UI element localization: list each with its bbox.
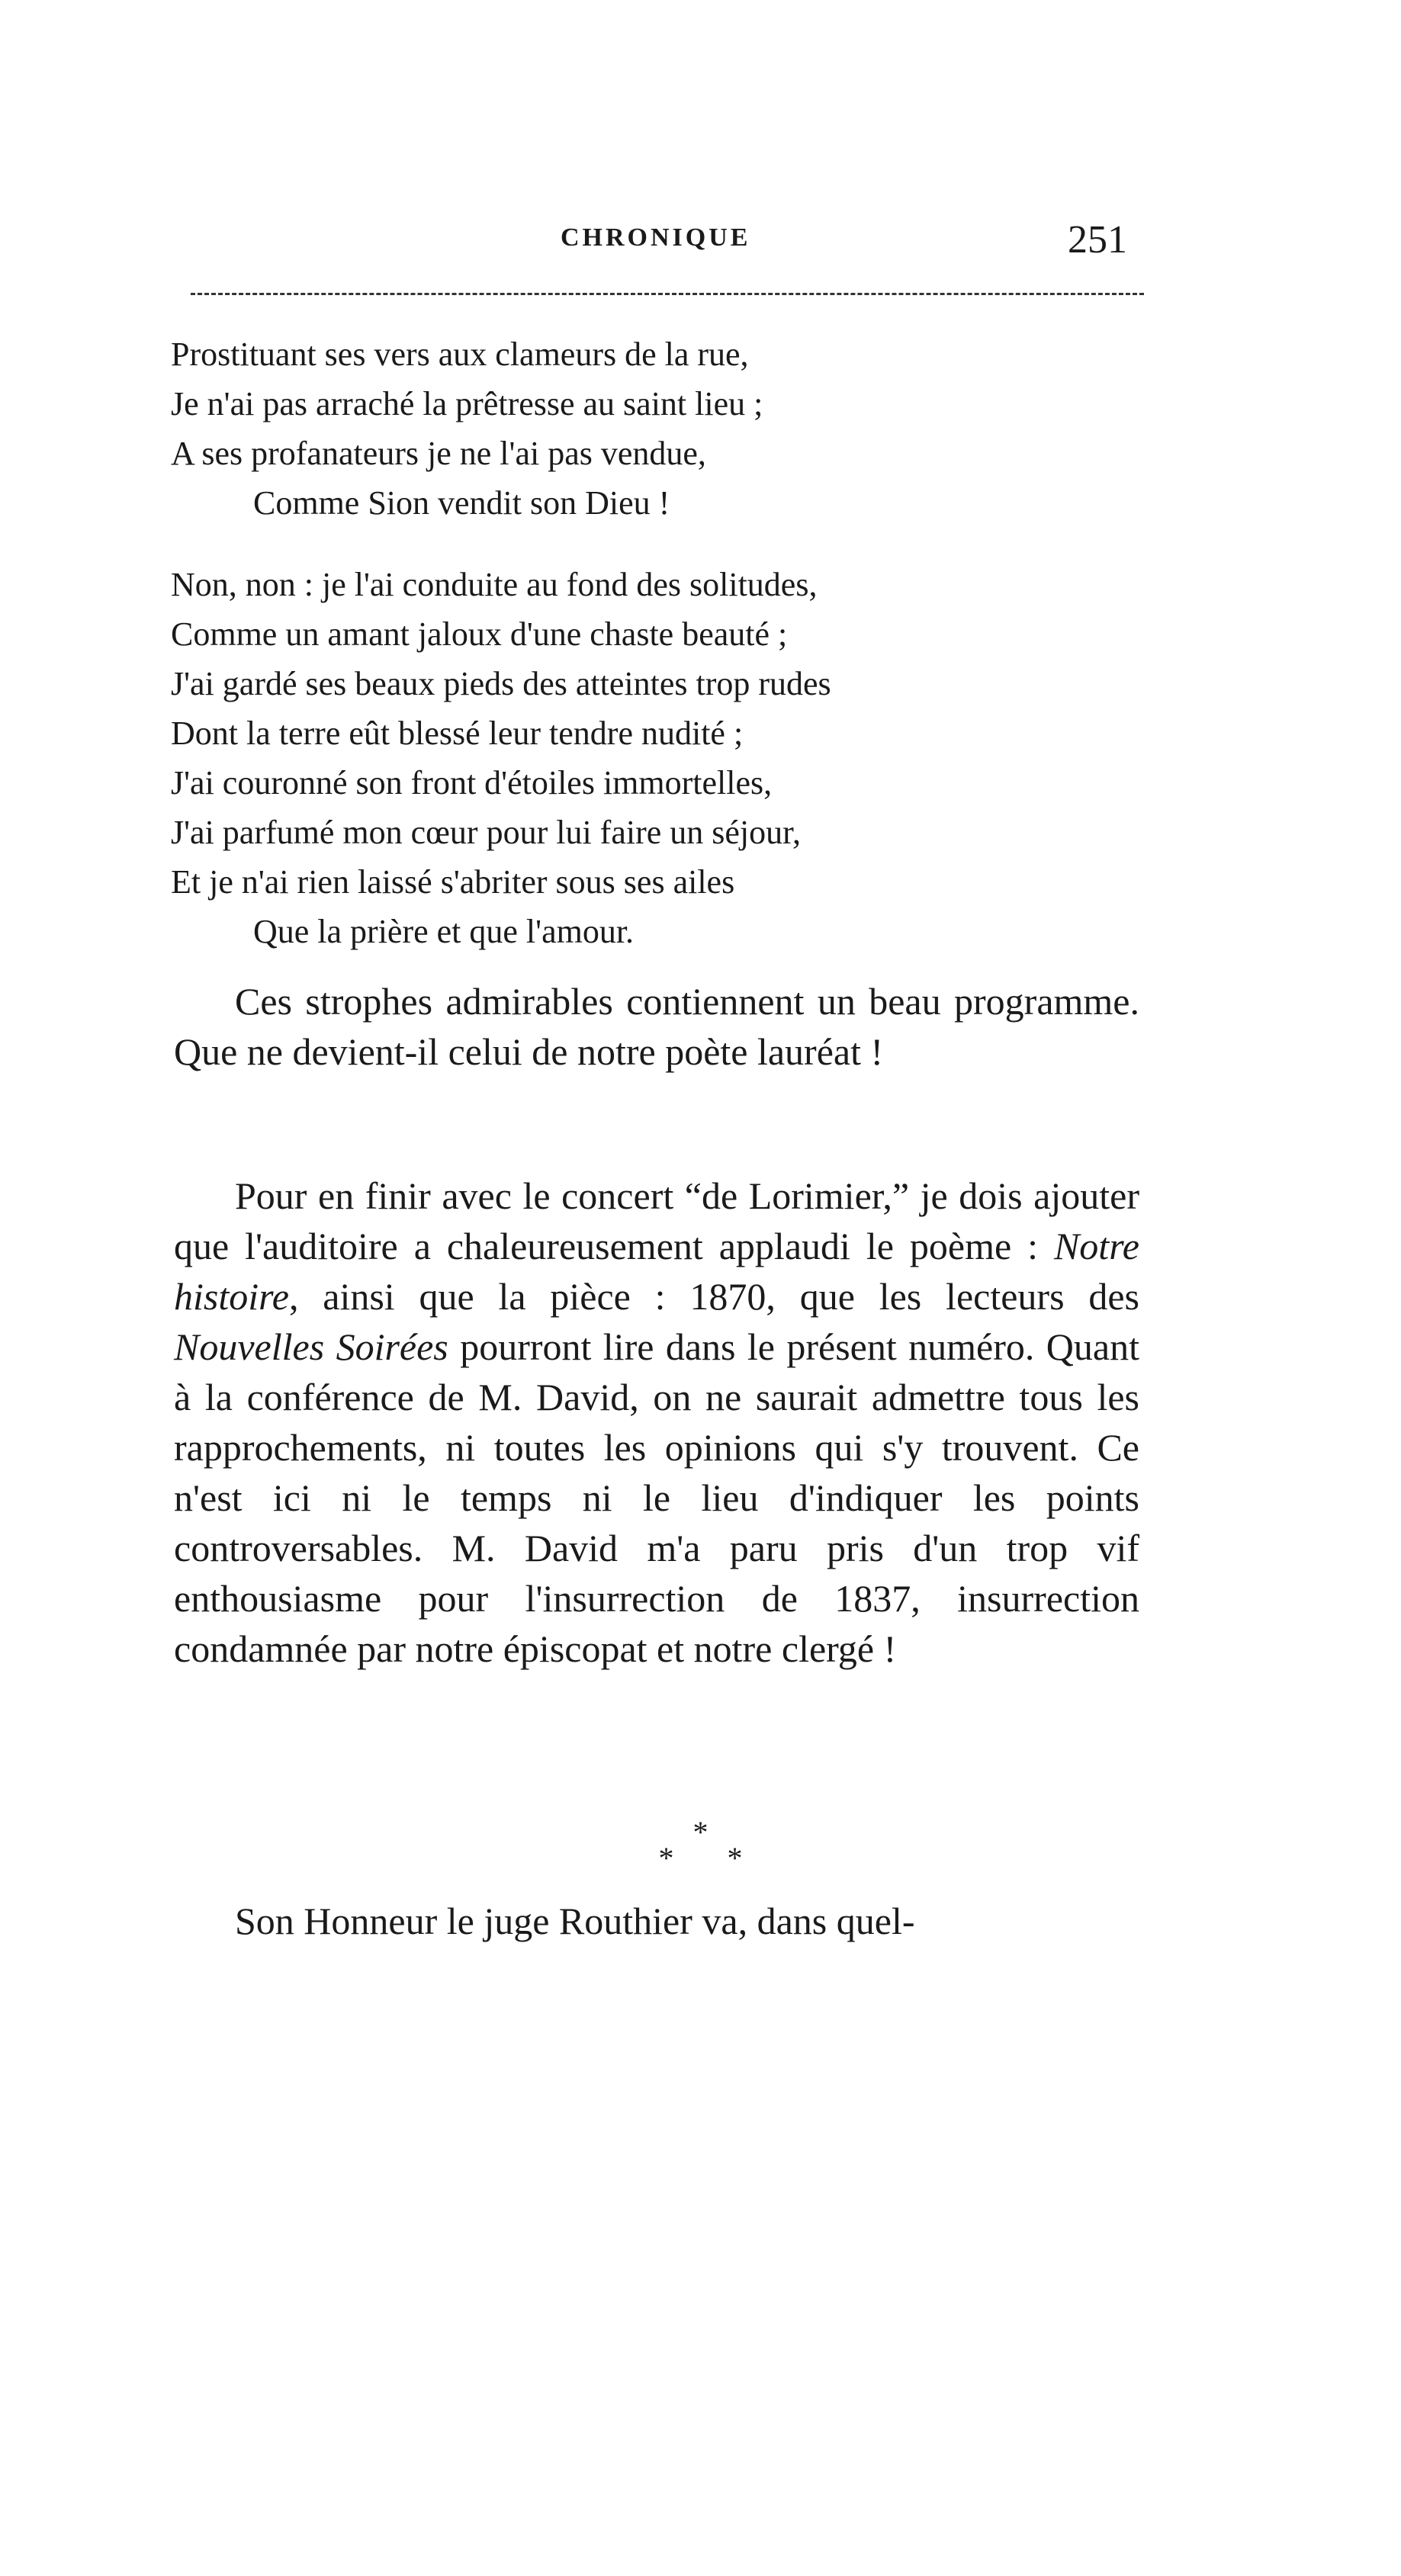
page-number: 251 (1068, 218, 1127, 262)
verse-line: Je n'ai pas arraché la prêtresse au saint lieu ; (171, 385, 763, 422)
verse-line: J'ai gardé ses beaux pieds des atteintes trop rudes (171, 665, 831, 702)
verse-line: Non, non : je l'ai conduite au fond des solitudes, (171, 566, 818, 603)
publication-title: Nouvelles Soirées (174, 1325, 448, 1368)
verse-line: Comme un amant jaloux d'une chaste beauté ; (171, 615, 788, 653)
poem-stanza-2 (171, 560, 831, 956)
paragraph-text: , ainsi que la pièce : 1870, que les lecteurs des (288, 1275, 1139, 1318)
paragraph-text: Pour en finir avec le concert “de Lorimier,” je dois ajouter que l'auditoire a chaleureusement applaudi le poème : (174, 1174, 1139, 1267)
running-title: CHRONIQUE (561, 223, 751, 252)
verse-line: A ses profanateurs je ne l'ai pas vendue, (171, 435, 706, 472)
section-asterism (0, 1815, 1401, 1875)
paragraph-text: pourront lire dans le présent numéro. Quant à la conférence de M. David, on ne saurait admettre tous les rapprochements, ni toutes les opinions qui s'y trouvent. Ce n'est ici ni le temps ni le lieu d'indiquer les points controversables. M. David m'a paru pris d'un trop vif enthousiasme pour l'insurrection de 1837, insurrection condamnée par notre épiscopat et notre clergé ! (174, 1325, 1139, 1670)
asterism-top: * (692, 1815, 709, 1849)
paragraph-concert (174, 1171, 1139, 1674)
paragraph-routhier: Son Honneur le juge Routhier va, dans quel- (235, 1900, 915, 1942)
asterism-bottom: * * (658, 1841, 766, 1875)
verse-line: Prostituant ses vers aux clameurs de la rue, (171, 336, 749, 373)
running-head (0, 217, 1401, 263)
verse-line: J'ai parfumé mon cœur pour lui faire un séjour, (171, 814, 802, 851)
work-title: Notre histoire (174, 1225, 1139, 1318)
verse-line: Comme Sion vendit son Dieu ! (253, 484, 670, 522)
verse-line: J'ai couronné son front d'étoiles immortelles, (171, 764, 773, 801)
verse-line: Et je n'ai rien laissé s'abriter sous ses ailes (171, 863, 735, 901)
header-rule (191, 293, 1144, 295)
verse-line: Que la prière et que l'amour. (253, 913, 635, 950)
poem-stanza-1 (171, 329, 763, 528)
paragraph-strophes: Ces strophes admirables contiennent un beau programme. Que ne devient-il celui de notre poète lauréat ! (174, 980, 1139, 1073)
verse-line: Dont la terre eût blessé leur tendre nudité ; (171, 715, 744, 752)
